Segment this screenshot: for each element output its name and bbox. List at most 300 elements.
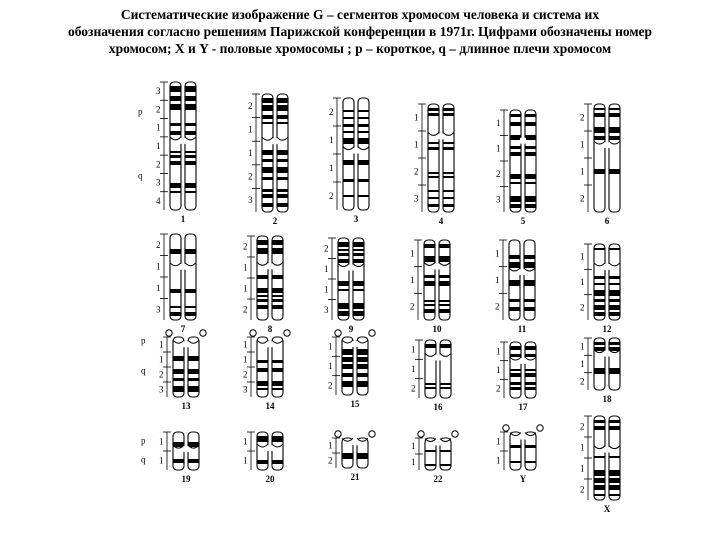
chromosome-number: 14	[265, 401, 275, 411]
region-label: 2	[156, 239, 161, 250]
region-label: 2	[243, 304, 248, 315]
chromosome-17	[496, 342, 536, 412]
dark-band	[594, 342, 605, 345]
chromatid-outline	[425, 340, 436, 398]
region-label: 2	[580, 302, 585, 313]
region-label: 1	[496, 365, 501, 375]
dark-band	[338, 281, 349, 286]
dark-band	[338, 289, 349, 291]
dark-band	[170, 312, 181, 316]
dark-band	[343, 110, 354, 112]
region-label: 3	[496, 194, 501, 205]
chromosome-number: 19	[181, 474, 191, 484]
satellite	[250, 330, 256, 336]
region-label: 4	[156, 195, 161, 206]
dark-band	[170, 131, 181, 135]
dark-band	[428, 190, 439, 192]
dark-band	[510, 373, 521, 377]
dark-band	[272, 436, 283, 442]
dark-band	[443, 176, 454, 178]
dark-band	[594, 347, 605, 351]
dark-band	[262, 105, 273, 111]
centromere	[267, 341, 273, 347]
dark-band	[185, 151, 196, 153]
dark-band	[525, 182, 536, 184]
dark-band	[338, 259, 349, 263]
dark-band	[443, 204, 454, 207]
dark-band	[358, 124, 369, 127]
dark-band	[185, 104, 196, 110]
arm-label-p: p	[141, 435, 146, 446]
dark-band	[594, 108, 605, 110]
dark-band	[510, 146, 521, 149]
dark-band	[262, 189, 273, 192]
chromosome-20	[243, 432, 283, 484]
dark-band	[262, 194, 273, 198]
dark-band	[594, 494, 605, 496]
dark-band	[609, 276, 620, 279]
dark-band	[357, 381, 368, 387]
arm-label-q: q	[141, 365, 146, 376]
region-label: 1	[156, 141, 161, 151]
dark-band	[272, 368, 283, 372]
chromosome-number: 17	[518, 402, 528, 412]
region-label: 2	[329, 191, 334, 201]
centromere	[438, 133, 444, 139]
dark-band	[338, 253, 349, 256]
dark-band	[594, 478, 605, 483]
chromosome-y	[496, 425, 543, 484]
dark-band	[277, 122, 288, 124]
dark-band	[424, 309, 435, 313]
dark-band	[525, 461, 536, 463]
satellite	[166, 330, 172, 336]
centromere	[352, 341, 358, 347]
chromatid-outline	[594, 104, 605, 212]
dark-band	[185, 249, 196, 254]
region-label: 1	[328, 440, 333, 451]
dark-band	[357, 373, 368, 377]
dark-band	[338, 303, 349, 309]
chromosome-10	[410, 240, 450, 334]
dark-band	[257, 388, 268, 390]
dark-band	[353, 289, 364, 291]
region-label: 1	[411, 457, 416, 467]
dark-band	[170, 306, 181, 308]
dark-band	[509, 307, 520, 311]
dark-band	[510, 382, 521, 385]
chromosome-x	[580, 416, 620, 514]
chromatid-outline	[188, 432, 199, 470]
dark-band	[510, 174, 521, 179]
centromere	[435, 354, 441, 360]
dark-band	[524, 307, 535, 311]
chromosome-18	[580, 338, 620, 404]
dark-band	[609, 312, 620, 316]
dark-band	[609, 108, 620, 110]
chromatid-outline	[439, 240, 450, 320]
region-label: 2	[411, 383, 416, 394]
centromere	[352, 439, 358, 445]
dark-band	[440, 344, 451, 348]
dark-band	[170, 96, 181, 101]
dark-band	[170, 104, 181, 110]
dark-band	[188, 459, 199, 463]
dark-band	[609, 290, 620, 296]
region-label: 1	[580, 341, 585, 352]
region-label: 1	[410, 248, 415, 259]
chromosome-7	[156, 234, 196, 334]
chromosome-number: 18	[602, 394, 612, 404]
region-label: 1	[328, 341, 333, 352]
dark-band	[609, 248, 620, 250]
region-label: 1	[328, 361, 333, 371]
region-label: 2	[156, 159, 161, 170]
chromosome-number: 22	[433, 474, 443, 484]
dark-band	[594, 456, 605, 458]
region-label: 1	[324, 263, 329, 274]
dark-band	[510, 122, 521, 126]
dark-band	[440, 387, 451, 389]
satellite	[284, 330, 290, 336]
region-label: 1	[243, 455, 248, 466]
dark-band	[510, 445, 521, 448]
region-label: 2	[580, 112, 585, 123]
region-label: 3	[243, 384, 248, 395]
dark-band	[277, 150, 288, 155]
dark-band	[185, 155, 196, 158]
satellite	[503, 425, 509, 431]
dark-band	[510, 346, 521, 350]
dark-band	[525, 152, 536, 156]
dark-band	[510, 114, 521, 117]
dark-band	[424, 304, 435, 306]
dark-band	[170, 86, 181, 92]
region-label: 3	[156, 177, 161, 188]
dark-band	[594, 299, 605, 302]
dark-band	[609, 127, 620, 133]
dark-band	[509, 280, 520, 286]
dark-band	[173, 459, 184, 463]
satellite	[335, 330, 341, 336]
dark-band	[524, 299, 535, 302]
dark-band	[170, 289, 181, 293]
centromere	[183, 341, 189, 347]
dark-band	[358, 160, 369, 165]
dark-band	[439, 244, 450, 248]
dark-band	[525, 373, 536, 377]
chromosome-number: 16	[433, 402, 443, 412]
dark-band	[443, 113, 454, 116]
chromatid-outline	[185, 82, 196, 210]
centromere	[180, 138, 186, 144]
dark-band	[185, 183, 196, 188]
dark-band	[262, 203, 273, 207]
region-label: 2	[414, 166, 419, 177]
dark-band	[510, 354, 521, 357]
dark-band	[425, 464, 436, 466]
title-line-1: Систематические изображение G – сегментов хромосом человека и система их	[120, 7, 600, 22]
dark-band	[524, 262, 535, 268]
chromosome-number: 7	[180, 324, 186, 334]
dark-band	[343, 179, 354, 182]
region-label: 1	[411, 344, 416, 355]
dark-band	[525, 369, 536, 371]
chromatid-outline	[173, 432, 184, 470]
dark-band	[277, 98, 288, 103]
region-label: 1	[248, 124, 253, 135]
dark-band	[277, 167, 288, 173]
region-label: 1	[414, 112, 419, 123]
chromatid-outline	[440, 340, 451, 398]
dark-band	[525, 354, 536, 357]
dark-band	[439, 256, 450, 262]
dark-band	[272, 275, 283, 279]
region-label: 2	[580, 376, 585, 387]
dark-band	[257, 288, 268, 293]
dark-band	[594, 248, 605, 250]
dark-band	[428, 108, 439, 111]
dark-band	[358, 110, 369, 112]
chromosome-number: 9	[348, 324, 354, 334]
dark-band	[170, 191, 181, 193]
chromosome-number: 4	[438, 216, 444, 226]
dark-band	[257, 436, 268, 442]
dark-band	[594, 485, 605, 490]
chromosome-number: 6	[604, 216, 610, 226]
dark-band	[262, 150, 273, 155]
satellite	[369, 431, 375, 437]
region-label: 2	[328, 380, 333, 391]
dark-band	[272, 388, 283, 390]
centromere	[604, 351, 610, 357]
dark-band	[510, 461, 521, 463]
dark-band	[525, 122, 536, 126]
centromere	[604, 447, 610, 453]
dark-band	[510, 369, 521, 371]
region-label: 1	[243, 436, 248, 447]
chromosome-14	[243, 330, 290, 411]
dark-band	[277, 177, 288, 180]
dark-band	[170, 249, 181, 254]
dark-band	[609, 113, 620, 117]
dark-band	[188, 386, 199, 392]
dark-band	[594, 426, 605, 430]
chromosome-16	[411, 340, 451, 412]
dark-band	[358, 131, 369, 133]
dark-band	[594, 368, 605, 374]
dark-band	[594, 136, 605, 140]
dark-band	[262, 177, 273, 180]
region-label: 2	[248, 100, 253, 111]
dark-band	[440, 383, 451, 385]
region-label: 1	[243, 283, 248, 294]
region-label: 1	[243, 339, 248, 350]
dark-band	[609, 283, 620, 285]
dark-band	[257, 305, 268, 309]
dark-band	[257, 240, 268, 245]
dark-band	[443, 147, 454, 150]
dark-band	[173, 356, 184, 361]
dark-band	[594, 312, 605, 316]
dark-band	[257, 248, 268, 254]
region-label: 1	[248, 148, 253, 158]
dark-band	[262, 159, 273, 162]
dark-band	[358, 179, 369, 182]
dark-band	[428, 197, 439, 199]
chromosome-number: 3	[353, 214, 359, 224]
dark-band	[272, 288, 283, 293]
chromatid-outline	[170, 82, 181, 210]
dark-band	[609, 420, 620, 423]
dark-band	[277, 159, 288, 162]
dark-band	[525, 146, 536, 149]
dark-band	[185, 306, 196, 308]
centromere	[353, 148, 359, 154]
dark-band	[185, 191, 196, 193]
centromere	[604, 264, 610, 270]
dark-band	[609, 478, 620, 483]
dark-band	[272, 299, 283, 302]
centromere	[272, 138, 278, 144]
dark-band	[594, 276, 605, 279]
centromere	[180, 264, 186, 270]
dark-band	[342, 364, 353, 369]
dark-band	[440, 450, 451, 452]
dark-band	[338, 242, 349, 247]
chromosome-number: 13	[181, 401, 191, 411]
dark-band	[609, 494, 620, 496]
arm-label-p: p	[141, 335, 146, 346]
dark-band	[439, 309, 450, 313]
chromatid-outline	[525, 432, 536, 470]
chromosome-number: X	[603, 504, 611, 514]
dark-band	[338, 249, 349, 251]
region-label: 2	[496, 383, 501, 394]
dark-band	[439, 275, 450, 278]
dark-band	[342, 381, 353, 387]
dark-band	[510, 204, 521, 208]
dark-band	[425, 383, 436, 385]
region-label: 1	[159, 436, 164, 447]
region-label: 2	[159, 369, 164, 380]
dark-band	[594, 169, 605, 174]
dark-band	[353, 303, 364, 309]
dark-band	[257, 299, 268, 302]
arm-label-p: p	[138, 106, 143, 117]
centromere	[520, 434, 526, 440]
dark-band	[510, 152, 521, 156]
dark-band	[353, 281, 364, 286]
region-label: 1	[329, 163, 334, 173]
chromatid-outline	[424, 240, 435, 320]
dark-band	[343, 124, 354, 127]
dark-band	[342, 453, 353, 459]
dark-band	[428, 147, 439, 150]
dark-band	[272, 240, 283, 245]
dark-band	[262, 122, 273, 124]
chromosome-6	[580, 104, 620, 226]
region-label: 1	[410, 275, 415, 285]
dark-band	[185, 312, 196, 316]
chromatid-outline	[343, 98, 354, 210]
dark-band	[609, 305, 620, 310]
dark-band	[594, 283, 605, 285]
region-label: 1	[329, 135, 334, 145]
dark-band	[428, 204, 439, 207]
chromosome-number: Y	[519, 474, 527, 484]
chromatid-outline	[443, 104, 454, 212]
dark-band	[257, 360, 268, 363]
region-label: 2	[580, 421, 585, 432]
region-label: 1	[580, 251, 585, 262]
dark-band	[272, 295, 283, 297]
chromosome-19	[141, 432, 199, 484]
chromosome-number: 15	[350, 399, 360, 409]
dark-band	[185, 161, 196, 165]
dark-band	[343, 160, 354, 165]
dark-band	[424, 300, 435, 302]
dark-band	[439, 281, 450, 286]
chromatid-outline	[609, 104, 620, 212]
dark-band	[342, 373, 353, 377]
dark-band	[510, 182, 521, 184]
dark-band	[353, 253, 364, 256]
chromosome-number: 12	[602, 324, 612, 334]
dark-band	[609, 426, 620, 430]
region-label: 1	[496, 143, 501, 154]
dark-band	[185, 96, 196, 101]
dark-band	[509, 255, 520, 259]
dark-band	[525, 174, 536, 179]
dark-band	[609, 299, 620, 302]
dark-band	[443, 190, 454, 192]
dark-band	[357, 357, 368, 362]
dark-band	[510, 387, 521, 390]
region-label: 2	[580, 484, 585, 495]
region-label: 1	[580, 277, 585, 287]
dark-band	[424, 256, 435, 262]
region-label: 2	[324, 243, 329, 254]
chromosome-22	[411, 431, 458, 484]
dark-band	[358, 117, 369, 119]
dark-band	[594, 113, 605, 117]
dark-band	[594, 127, 605, 133]
dark-band	[185, 123, 196, 126]
region-label: 1	[159, 354, 164, 365]
dark-band	[277, 189, 288, 192]
dark-band	[185, 289, 196, 293]
dark-band	[353, 249, 364, 251]
region-label: 1	[243, 354, 248, 365]
region-label: 1	[496, 117, 501, 128]
title-line-3: хромосом; X и Y - половые хромосомы ; p – короткое, q – длинное плечи хромосом	[108, 41, 612, 56]
dark-band	[343, 195, 354, 197]
chromosome-1	[138, 82, 196, 224]
chromatid-outline	[428, 104, 439, 212]
region-label: 1	[496, 436, 501, 447]
chromosome-8	[243, 236, 283, 334]
dark-band	[257, 381, 268, 386]
dark-band	[277, 194, 288, 198]
region-label: 1	[411, 364, 416, 374]
dark-band	[425, 344, 436, 348]
dark-band	[609, 470, 620, 476]
dark-band	[188, 369, 199, 374]
dark-band	[353, 311, 364, 316]
dark-band	[173, 386, 184, 392]
dark-band	[594, 305, 605, 310]
